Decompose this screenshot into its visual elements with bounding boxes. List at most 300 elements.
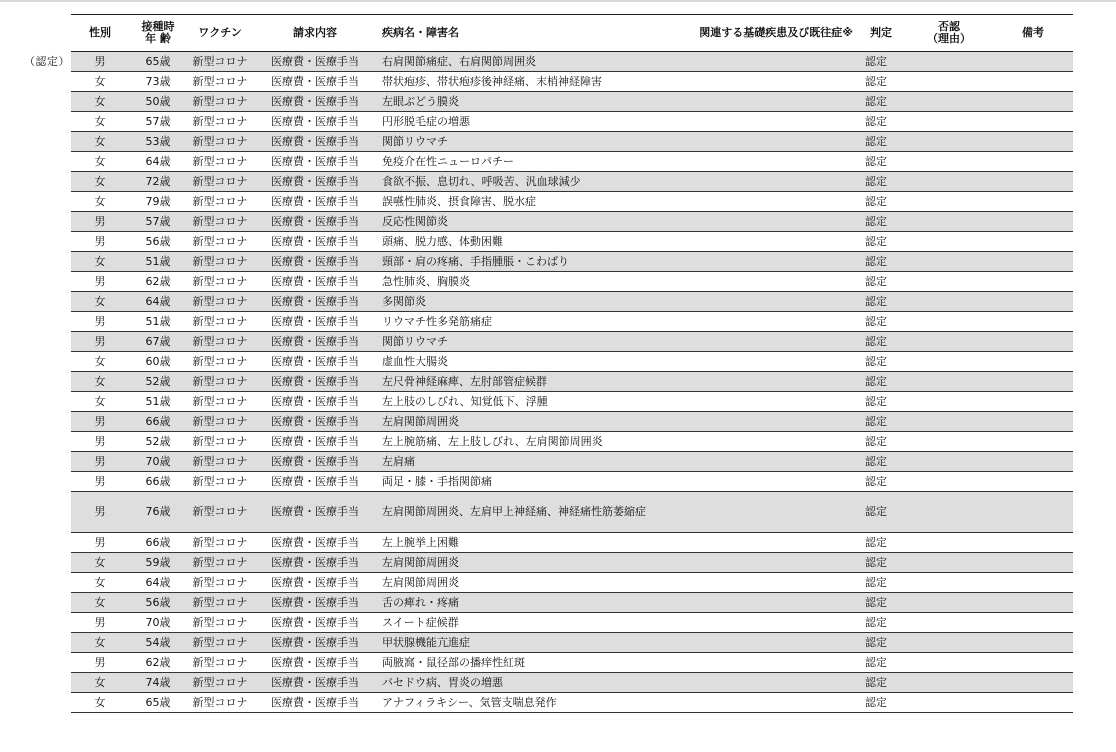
cell-age: 59歳 — [129, 553, 187, 573]
cell-disease: 頸部・肩の疼痛、手指腫脹・こわばり — [377, 252, 667, 272]
cell-denial-reason — [905, 653, 993, 673]
cell-vaccine: 新型コロナ — [187, 472, 253, 492]
cell-claim: 医療費・医療手当 — [253, 613, 377, 633]
cell-related-conditions — [667, 192, 857, 212]
cell-remarks — [993, 272, 1073, 292]
cell-vaccine: 新型コロナ — [187, 693, 253, 713]
cell-sex: 女 — [71, 92, 129, 112]
cell-vaccine: 新型コロナ — [187, 573, 253, 593]
cell-age: 62歳 — [129, 653, 187, 673]
cell-vaccine: 新型コロナ — [187, 332, 253, 352]
cell-age: 64歳 — [129, 152, 187, 172]
cell-age: 62歳 — [129, 272, 187, 292]
cell-age: 57歳 — [129, 112, 187, 132]
cell-judgment: 認定 — [857, 693, 905, 713]
cell-sex: 男 — [71, 232, 129, 252]
cell-judgment: 認定 — [857, 112, 905, 132]
cell-claim: 医療費・医療手当 — [253, 252, 377, 272]
cell-claim: 医療費・医療手当 — [253, 653, 377, 673]
cell-disease: 甲状腺機能亢進症 — [377, 633, 667, 653]
cell-related-conditions — [667, 232, 857, 252]
cell-judgment: 認定 — [857, 452, 905, 472]
cell-age: 53歳 — [129, 132, 187, 152]
cell-denial-reason — [905, 573, 993, 593]
cell-claim: 医療費・医療手当 — [253, 212, 377, 232]
table-row — [71, 72, 1073, 92]
cell-vaccine: 新型コロナ — [187, 372, 253, 392]
cell-remarks — [993, 412, 1073, 432]
cell-vaccine: 新型コロナ — [187, 412, 253, 432]
cell-disease: 頭痛、脱力感、体動困難 — [377, 232, 667, 252]
cell-age: 66歳 — [129, 533, 187, 553]
cell-disease: 両足・膝・手指関節痛 — [377, 472, 667, 492]
cell-judgment: 認定 — [857, 633, 905, 653]
cell-denial-reason — [905, 212, 993, 232]
cell-related-conditions — [667, 372, 857, 392]
cell-age: 60歳 — [129, 352, 187, 372]
cell-denial-reason — [905, 492, 993, 533]
cell-claim: 医療費・医療手当 — [253, 292, 377, 312]
cell-denial-reason — [905, 693, 993, 713]
cell-denial-reason — [905, 152, 993, 172]
cell-vaccine: 新型コロナ — [187, 533, 253, 553]
cell-sex: 女 — [71, 292, 129, 312]
cell-vaccine: 新型コロナ — [187, 553, 253, 573]
cell-disease: 左上腕挙上困難 — [377, 533, 667, 553]
cell-sex: 女 — [71, 372, 129, 392]
cell-vaccine: 新型コロナ — [187, 72, 253, 92]
cell-vaccine: 新型コロナ — [187, 272, 253, 292]
cell-denial-reason — [905, 412, 993, 432]
cell-sex: 男 — [71, 472, 129, 492]
certification-table — [71, 14, 1073, 713]
cell-related-conditions — [667, 352, 857, 372]
cell-judgment: 認定 — [857, 272, 905, 292]
header-related-conditions: 関連する基礎疾患及び既往症※ — [667, 15, 857, 52]
cell-judgment: 認定 — [857, 352, 905, 372]
header-vaccine: ワクチン — [187, 15, 253, 52]
cell-related-conditions — [667, 593, 857, 613]
cell-age: 51歳 — [129, 392, 187, 412]
cell-disease: 左上腕筋痛、左上肢しびれ、左肩関節周囲炎 — [377, 432, 667, 452]
cell-vaccine: 新型コロナ — [187, 232, 253, 252]
cell-remarks — [993, 673, 1073, 693]
cell-vaccine: 新型コロナ — [187, 92, 253, 112]
cell-sex: 女 — [71, 392, 129, 412]
cell-remarks — [993, 573, 1073, 593]
cell-judgment: 認定 — [857, 252, 905, 272]
cell-sex: 女 — [71, 72, 129, 92]
cell-remarks — [993, 372, 1073, 392]
cell-disease: 左肩痛 — [377, 452, 667, 472]
cell-related-conditions — [667, 92, 857, 112]
cell-judgment: 認定 — [857, 212, 905, 232]
cell-denial-reason — [905, 232, 993, 252]
cell-claim: 医療費・医療手当 — [253, 392, 377, 412]
cell-disease: 多関節炎 — [377, 292, 667, 312]
header-remarks: 備考 — [993, 15, 1073, 52]
cell-related-conditions — [667, 392, 857, 412]
cell-sex: 男 — [71, 312, 129, 332]
cell-vaccine: 新型コロナ — [187, 492, 253, 533]
cell-remarks — [993, 192, 1073, 212]
cell-claim: 医療費・医療手当 — [253, 593, 377, 613]
cell-age: 54歳 — [129, 633, 187, 653]
table-row — [71, 152, 1073, 172]
table-row — [71, 172, 1073, 192]
cell-disease: 円形脱毛症の増悪 — [377, 112, 667, 132]
cell-related-conditions — [667, 412, 857, 432]
cell-denial-reason — [905, 633, 993, 653]
table-header-row — [71, 15, 1073, 52]
cell-vaccine: 新型コロナ — [187, 172, 253, 192]
cell-age: 70歳 — [129, 452, 187, 472]
cell-judgment: 認定 — [857, 232, 905, 252]
cell-age: 64歳 — [129, 292, 187, 312]
cell-sex: 男 — [71, 653, 129, 673]
cell-related-conditions — [667, 132, 857, 152]
cell-age: 64歳 — [129, 573, 187, 593]
cell-age: 51歳 — [129, 312, 187, 332]
cell-claim: 医療費・医療手当 — [253, 72, 377, 92]
cell-related-conditions — [667, 52, 857, 72]
cell-disease: 左眼ぶどう膜炎 — [377, 92, 667, 112]
cell-claim: 医療費・医療手当 — [253, 112, 377, 132]
cell-claim: 医療費・医療手当 — [253, 92, 377, 112]
cell-denial-reason — [905, 593, 993, 613]
cell-claim: 医療費・医療手当 — [253, 132, 377, 152]
cell-related-conditions — [667, 272, 857, 292]
cell-related-conditions — [667, 693, 857, 713]
cell-judgment: 認定 — [857, 653, 905, 673]
table-row — [71, 212, 1073, 232]
cell-disease: 関節リウマチ — [377, 332, 667, 352]
cell-remarks — [993, 553, 1073, 573]
table-row — [71, 112, 1073, 132]
cell-vaccine: 新型コロナ — [187, 112, 253, 132]
table-row — [71, 432, 1073, 452]
table-row — [71, 492, 1073, 533]
cell-sex: 女 — [71, 192, 129, 212]
cell-remarks — [993, 693, 1073, 713]
cell-vaccine: 新型コロナ — [187, 452, 253, 472]
table-row — [71, 633, 1073, 653]
cell-sex: 男 — [71, 272, 129, 292]
cell-vaccine: 新型コロナ — [187, 613, 253, 633]
cell-claim: 医療費・医療手当 — [253, 633, 377, 653]
table-row — [71, 192, 1073, 212]
cell-disease: 免疫介在性ニューロパチー — [377, 152, 667, 172]
cell-denial-reason — [905, 52, 993, 72]
cell-denial-reason — [905, 613, 993, 633]
cell-denial-reason — [905, 533, 993, 553]
cell-denial-reason — [905, 332, 993, 352]
cell-age: 52歳 — [129, 372, 187, 392]
cell-judgment: 認定 — [857, 533, 905, 553]
cell-age: 52歳 — [129, 432, 187, 452]
cell-disease: バセドウ病、胃炎の増悪 — [377, 673, 667, 693]
cell-denial-reason — [905, 272, 993, 292]
cell-disease: 両腋窩・鼠径部の播痒性紅斑 — [377, 653, 667, 673]
table-row — [71, 613, 1073, 633]
cell-vaccine: 新型コロナ — [187, 653, 253, 673]
cell-claim: 医療費・医療手当 — [253, 172, 377, 192]
cell-sex: 女 — [71, 152, 129, 172]
cell-judgment: 認定 — [857, 492, 905, 533]
table-row — [71, 252, 1073, 272]
cell-claim: 医療費・医療手当 — [253, 372, 377, 392]
table-row — [71, 232, 1073, 252]
cell-denial-reason — [905, 252, 993, 272]
cell-denial-reason — [905, 352, 993, 372]
cell-age: 56歳 — [129, 593, 187, 613]
cell-related-conditions — [667, 452, 857, 472]
cell-remarks — [993, 252, 1073, 272]
cell-disease: 右肩関節痛症、右肩関節周囲炎 — [377, 52, 667, 72]
cell-remarks — [993, 292, 1073, 312]
cell-judgment: 認定 — [857, 332, 905, 352]
table-row — [71, 392, 1073, 412]
cell-remarks — [993, 633, 1073, 653]
cell-remarks — [993, 212, 1073, 232]
cell-sex: 女 — [71, 593, 129, 613]
table-row — [71, 553, 1073, 573]
cell-vaccine: 新型コロナ — [187, 132, 253, 152]
cell-claim: 医療費・医療手当 — [253, 52, 377, 72]
table-row — [71, 533, 1073, 553]
cell-denial-reason — [905, 172, 993, 192]
cell-disease: 帯状疱疹、帯状疱疹後神経痛、末梢神経障害 — [377, 72, 667, 92]
header-claim: 請求内容 — [253, 15, 377, 52]
cell-vaccine: 新型コロナ — [187, 52, 253, 72]
cell-disease: 左上肢のしびれ、知覚低下、浮腫 — [377, 392, 667, 412]
cell-sex: 男 — [71, 613, 129, 633]
cell-remarks — [993, 52, 1073, 72]
cell-claim: 医療費・医療手当 — [253, 312, 377, 332]
cell-disease-text: 左肩関節周囲炎、左肩甲上神経痛、神経痛性筋萎縮症 — [382, 505, 646, 518]
cell-sex: 男 — [71, 533, 129, 553]
cell-sex: 男 — [71, 452, 129, 472]
table-row — [71, 472, 1073, 492]
cell-judgment: 認定 — [857, 172, 905, 192]
cell-remarks — [993, 112, 1073, 132]
cell-related-conditions — [667, 533, 857, 553]
cell-claim: 医療費・医療手当 — [253, 553, 377, 573]
cell-age: 76歳 — [129, 492, 187, 533]
header-denial-line1: 否認 — [938, 20, 960, 33]
cell-vaccine: 新型コロナ — [187, 192, 253, 212]
table-row — [71, 272, 1073, 292]
cell-remarks — [993, 492, 1073, 533]
cell-disease: 反応性関節炎 — [377, 212, 667, 232]
cell-related-conditions — [667, 673, 857, 693]
cell-sex: 男 — [71, 332, 129, 352]
cell-vaccine: 新型コロナ — [187, 673, 253, 693]
cell-judgment: 認定 — [857, 472, 905, 492]
cell-denial-reason — [905, 312, 993, 332]
cell-related-conditions — [667, 152, 857, 172]
cell-age: 67歳 — [129, 332, 187, 352]
cell-age: 51歳 — [129, 252, 187, 272]
cell-judgment: 認定 — [857, 432, 905, 452]
cell-related-conditions — [667, 112, 857, 132]
header-denial-line2: （理由） — [927, 32, 971, 45]
cell-remarks — [993, 472, 1073, 492]
cell-age: 74歳 — [129, 673, 187, 693]
cell-denial-reason — [905, 392, 993, 412]
cell-disease: 舌の痺れ・疼痛 — [377, 593, 667, 613]
cell-remarks — [993, 392, 1073, 412]
cell-denial-reason — [905, 132, 993, 152]
header-age — [129, 15, 187, 52]
cell-judgment: 認定 — [857, 92, 905, 112]
cell-related-conditions — [667, 613, 857, 633]
cell-disease: 左肩関節周囲炎 — [377, 573, 667, 593]
cell-judgment: 認定 — [857, 593, 905, 613]
cell-age: 65歳 — [129, 693, 187, 713]
header-age-line1: 接種時 — [141, 20, 175, 33]
header-judgment: 判定 — [857, 15, 905, 52]
cell-related-conditions — [667, 172, 857, 192]
cell-vaccine: 新型コロナ — [187, 292, 253, 312]
cell-sex: 女 — [71, 673, 129, 693]
cell-denial-reason — [905, 432, 993, 452]
cell-sex: 女 — [71, 352, 129, 372]
cell-claim: 医療費・医療手当 — [253, 192, 377, 212]
table-row — [71, 332, 1073, 352]
header-sex: 性別 — [71, 15, 129, 52]
cell-denial-reason — [905, 72, 993, 92]
cell-remarks — [993, 593, 1073, 613]
cell-disease: 左尺骨神経麻痺、左肘部管症候群 — [377, 372, 667, 392]
cell-remarks — [993, 312, 1073, 332]
cell-judgment: 認定 — [857, 412, 905, 432]
cell-related-conditions — [667, 492, 857, 533]
cell-sex: 男 — [71, 212, 129, 232]
cell-vaccine: 新型コロナ — [187, 312, 253, 332]
cell-related-conditions — [667, 252, 857, 272]
cell-vaccine: 新型コロナ — [187, 352, 253, 372]
cell-claim: 医療費・医療手当 — [253, 573, 377, 593]
cell-disease — [377, 492, 667, 533]
cell-sex: 女 — [71, 132, 129, 152]
cell-remarks — [993, 152, 1073, 172]
cell-denial-reason — [905, 472, 993, 492]
header-disease: 疾病名・障害名 — [377, 15, 667, 52]
cell-sex: 男 — [71, 492, 129, 533]
cell-claim: 医療費・医療手当 — [253, 332, 377, 352]
cell-age: 57歳 — [129, 212, 187, 232]
cell-judgment: 認定 — [857, 312, 905, 332]
cell-judgment: 認定 — [857, 613, 905, 633]
cell-disease: 左肩関節周囲炎 — [377, 553, 667, 573]
cell-claim: 医療費・医療手当 — [253, 412, 377, 432]
cell-related-conditions — [667, 472, 857, 492]
group-label: （認定） — [24, 55, 70, 68]
cell-claim: 医療費・医療手当 — [253, 472, 377, 492]
cell-denial-reason — [905, 292, 993, 312]
cell-remarks — [993, 92, 1073, 112]
table-row — [71, 653, 1073, 673]
cell-age: 70歳 — [129, 613, 187, 633]
cell-related-conditions — [667, 573, 857, 593]
cell-disease: 誤嚥性肺炎、摂食障害、脱水症 — [377, 192, 667, 212]
cell-related-conditions — [667, 633, 857, 653]
cell-vaccine: 新型コロナ — [187, 212, 253, 232]
cell-vaccine: 新型コロナ — [187, 432, 253, 452]
cell-denial-reason — [905, 452, 993, 472]
cell-claim: 医療費・医療手当 — [253, 693, 377, 713]
cell-sex: 男 — [71, 432, 129, 452]
cell-disease: 虚血性大腸炎 — [377, 352, 667, 372]
table-row — [71, 673, 1073, 693]
cell-vaccine: 新型コロナ — [187, 392, 253, 412]
cell-remarks — [993, 533, 1073, 553]
cell-vaccine: 新型コロナ — [187, 593, 253, 613]
cell-claim: 医療費・医療手当 — [253, 452, 377, 472]
cell-denial-reason — [905, 112, 993, 132]
cell-related-conditions — [667, 432, 857, 452]
cell-judgment: 認定 — [857, 52, 905, 72]
cell-vaccine: 新型コロナ — [187, 633, 253, 653]
cell-judgment: 認定 — [857, 372, 905, 392]
cell-related-conditions — [667, 553, 857, 573]
table-row — [71, 92, 1073, 112]
cell-related-conditions — [667, 312, 857, 332]
table-row — [71, 372, 1073, 392]
cell-age: 56歳 — [129, 232, 187, 252]
cell-claim: 医療費・医療手当 — [253, 533, 377, 553]
cell-judgment: 認定 — [857, 673, 905, 693]
cell-sex: 女 — [71, 252, 129, 272]
cell-claim: 医療費・医療手当 — [253, 492, 377, 533]
cell-remarks — [993, 132, 1073, 152]
cell-related-conditions — [667, 72, 857, 92]
table-row — [71, 52, 1073, 72]
cell-sex: 女 — [71, 693, 129, 713]
cell-remarks — [993, 613, 1073, 633]
cell-judgment: 認定 — [857, 192, 905, 212]
cell-disease: 食欲不振、息切れ、呼吸苦、汎血球減少 — [377, 172, 667, 192]
cell-denial-reason — [905, 192, 993, 212]
cell-sex: 女 — [71, 573, 129, 593]
cell-sex: 男 — [71, 52, 129, 72]
header-denial-reason — [905, 15, 993, 52]
cell-judgment: 認定 — [857, 392, 905, 412]
table-row — [71, 312, 1073, 332]
cell-claim: 医療費・医療手当 — [253, 673, 377, 693]
cell-denial-reason — [905, 372, 993, 392]
cell-claim: 医療費・医療手当 — [253, 352, 377, 372]
table-row — [71, 352, 1073, 372]
cell-sex: 女 — [71, 172, 129, 192]
cell-claim: 医療費・医療手当 — [253, 232, 377, 252]
cell-vaccine: 新型コロナ — [187, 152, 253, 172]
cell-remarks — [993, 432, 1073, 452]
cell-sex: 女 — [71, 112, 129, 132]
cell-sex: 女 — [71, 633, 129, 653]
cell-sex: 女 — [71, 553, 129, 573]
cell-age: 65歳 — [129, 52, 187, 72]
cell-related-conditions — [667, 332, 857, 352]
table-row — [71, 292, 1073, 312]
cell-age: 50歳 — [129, 92, 187, 112]
cell-judgment: 認定 — [857, 292, 905, 312]
cell-related-conditions — [667, 292, 857, 312]
cell-remarks — [993, 172, 1073, 192]
cell-disease: スイート症候群 — [377, 613, 667, 633]
cell-related-conditions — [667, 212, 857, 232]
